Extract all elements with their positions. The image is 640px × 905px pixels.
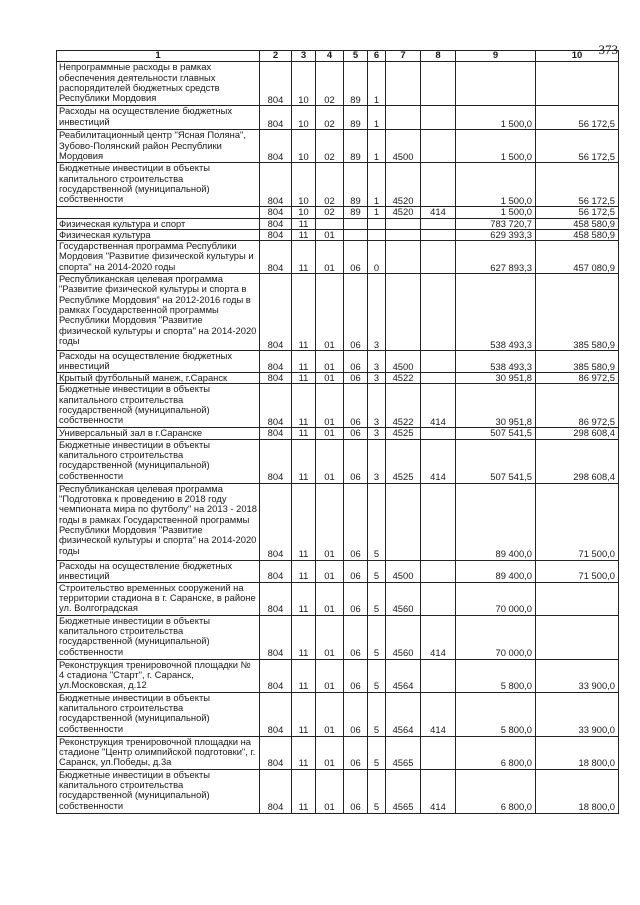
- row-c5-cell: 06: [344, 560, 368, 582]
- row-c6-cell: 5: [368, 560, 386, 582]
- budget-table: [56, 50, 619, 814]
- row-c10-cell: 71 500,0: [536, 483, 619, 560]
- row-c5-cell: 06: [344, 439, 368, 483]
- row-c10-cell: [536, 582, 619, 615]
- row-c8-cell: [421, 218, 456, 229]
- table-row: [57, 439, 619, 483]
- row-c5-cell: [344, 218, 368, 229]
- row-c3-cell: 10: [292, 62, 316, 106]
- row-c10-cell: 298 608,4: [536, 439, 619, 483]
- row-c4-cell: 01: [316, 582, 344, 615]
- table-row: [57, 659, 619, 692]
- row-c9-cell: 89 400,0: [456, 560, 536, 582]
- row-c10-cell: 86 972,5: [536, 384, 619, 428]
- row-c4-cell: 02: [316, 207, 344, 218]
- row-c2-cell: 804: [260, 560, 292, 582]
- table-row: [57, 373, 619, 384]
- row-c2-cell: 804: [260, 207, 292, 218]
- row-c10-cell: [536, 62, 619, 106]
- row-c6-cell: 3: [368, 384, 386, 428]
- row-c6-cell: [368, 229, 386, 240]
- row-c5-cell: 06: [344, 373, 368, 384]
- row-c7-cell: 4565: [386, 736, 421, 769]
- row-c7-cell: 4520: [386, 207, 421, 218]
- row-c6-cell: 1: [368, 106, 386, 130]
- row-c9-cell: 70 000,0: [456, 615, 536, 659]
- row-c5-cell: 89: [344, 130, 368, 163]
- row-c4-cell: 01: [316, 560, 344, 582]
- row-c10-cell: 33 900,0: [536, 692, 619, 736]
- table-row: [57, 207, 619, 218]
- row-c4-cell: 02: [316, 163, 344, 207]
- row-c5-cell: 06: [344, 274, 368, 351]
- row-c6-cell: 1: [368, 207, 386, 218]
- row-c9-cell: 70 000,0: [456, 582, 536, 615]
- table-row: [57, 106, 619, 130]
- row-c6-cell: 5: [368, 615, 386, 659]
- row-c4-cell: 01: [316, 428, 344, 439]
- table-row: [57, 130, 619, 163]
- row-c3-cell: 11: [292, 692, 316, 736]
- row-c6-cell: 3: [368, 351, 386, 373]
- table-row: [57, 769, 619, 813]
- row-c10-cell: 56 172,5: [536, 207, 619, 218]
- row-c9-cell: 629 393,3: [456, 229, 536, 240]
- row-c4-cell: 01: [316, 373, 344, 384]
- row-c3-cell: 11: [292, 582, 316, 615]
- row-c5-cell: 06: [344, 769, 368, 813]
- row-c9-cell: 1 500,0: [456, 207, 536, 218]
- row-c10-cell: 385 580,9: [536, 351, 619, 373]
- row-c4-cell: 01: [316, 736, 344, 769]
- row-c9-cell: 89 400,0: [456, 483, 536, 560]
- row-c6-cell: 5: [368, 659, 386, 692]
- row-c5-cell: [344, 229, 368, 240]
- row-c5-cell: 06: [344, 384, 368, 428]
- row-c5-cell: 89: [344, 207, 368, 218]
- row-c5-cell: 06: [344, 659, 368, 692]
- column-header: 9: [456, 51, 536, 62]
- row-c6-cell: 1: [368, 62, 386, 106]
- row-c10-cell: 458 580,9: [536, 229, 619, 240]
- row-c9-cell: 30 951,8: [456, 384, 536, 428]
- row-name-cell: Крытый футбольный манеж, г.Саранск: [57, 373, 260, 384]
- row-c2-cell: 804: [260, 62, 292, 106]
- row-c8-cell: 414: [421, 615, 456, 659]
- row-c3-cell: 11: [292, 439, 316, 483]
- table-row: [57, 62, 619, 106]
- row-name-cell: Бюджетные инвестиции в объекты капитального строительства государственной (муниципальной) собственности: [57, 163, 260, 207]
- row-c9-cell: 538 493,3: [456, 351, 536, 373]
- row-c8-cell: 414: [421, 439, 456, 483]
- row-c7-cell: 4565: [386, 769, 421, 813]
- row-c4-cell: 01: [316, 483, 344, 560]
- row-name-cell: Физическая культура и спорт: [57, 218, 260, 229]
- row-c2-cell: 804: [260, 659, 292, 692]
- row-c7-cell: 4560: [386, 582, 421, 615]
- row-c4-cell: 01: [316, 229, 344, 240]
- table-row: [57, 384, 619, 428]
- row-c7-cell: 4520: [386, 163, 421, 207]
- row-c7-cell: 4564: [386, 659, 421, 692]
- row-c9-cell: 1 500,0: [456, 163, 536, 207]
- row-c5-cell: 06: [344, 351, 368, 373]
- row-c10-cell: 71 500,0: [536, 560, 619, 582]
- row-c9-cell: 6 800,0: [456, 736, 536, 769]
- row-name-cell: Бюджетные инвестиции в объекты капитального строительства государственной (муниципальной) собственности: [57, 615, 260, 659]
- row-c6-cell: 5: [368, 692, 386, 736]
- row-c5-cell: 06: [344, 241, 368, 274]
- row-name-cell: Республиканская целевая программа "Развитие физической культуры и спорта в Республике Мордовия" на 2012-2016 годы в рамках Государственной программы Республики Мордовия "Развитие физической культуры и спорта" на 2014-2020 годы: [57, 274, 260, 351]
- row-c10-cell: 385 580,9: [536, 274, 619, 351]
- row-c3-cell: 11: [292, 351, 316, 373]
- row-c10-cell: 18 800,0: [536, 736, 619, 769]
- row-c9-cell: 783 720,7: [456, 218, 536, 229]
- row-c4-cell: 01: [316, 351, 344, 373]
- row-c9-cell: 507 541,5: [456, 439, 536, 483]
- table-row: [57, 615, 619, 659]
- table-row: [57, 483, 619, 560]
- row-c9-cell: 1 500,0: [456, 130, 536, 163]
- row-c8-cell: [421, 483, 456, 560]
- row-c4-cell: 01: [316, 769, 344, 813]
- row-name-cell: Универсальный зал в г.Саранске: [57, 428, 260, 439]
- row-c3-cell: 10: [292, 163, 316, 207]
- row-c7-cell: 4564: [386, 692, 421, 736]
- row-c3-cell: 10: [292, 106, 316, 130]
- row-c10-cell: 457 080,9: [536, 241, 619, 274]
- row-c3-cell: 11: [292, 736, 316, 769]
- column-header: 2: [260, 51, 292, 62]
- row-c5-cell: 06: [344, 483, 368, 560]
- row-c6-cell: 0: [368, 241, 386, 274]
- row-c4-cell: 02: [316, 106, 344, 130]
- table-row: [57, 163, 619, 207]
- table-row: [57, 218, 619, 229]
- table-row: [57, 692, 619, 736]
- row-c3-cell: 11: [292, 560, 316, 582]
- column-header: 8: [421, 51, 456, 62]
- row-c7-cell: [386, 229, 421, 240]
- row-c9-cell: 507 541,5: [456, 428, 536, 439]
- row-c2-cell: 804: [260, 582, 292, 615]
- table-row: [57, 274, 619, 351]
- column-header: 10: [536, 51, 619, 62]
- row-name-cell: Физическая культура: [57, 229, 260, 240]
- row-c5-cell: 06: [344, 615, 368, 659]
- row-c3-cell: 11: [292, 241, 316, 274]
- row-c7-cell: 4522: [386, 373, 421, 384]
- table-row: [57, 428, 619, 439]
- row-c9-cell: 30 951,8: [456, 373, 536, 384]
- column-header: 7: [386, 51, 421, 62]
- row-c7-cell: [386, 483, 421, 560]
- row-name-cell: Бюджетные инвестиции в объекты капитального строительства государственной (муниципальной) собственности: [57, 439, 260, 483]
- row-name-cell: Строительство временных сооружений на территории стадиона в г. Саранске, в районе ул. Волгоградская: [57, 582, 260, 615]
- row-c8-cell: [421, 736, 456, 769]
- row-c4-cell: 02: [316, 130, 344, 163]
- table-row: [57, 582, 619, 615]
- row-c9-cell: 5 800,0: [456, 659, 536, 692]
- row-c9-cell: 1 500,0: [456, 106, 536, 130]
- row-c3-cell: 11: [292, 428, 316, 439]
- table-header-row: [57, 51, 619, 62]
- row-c10-cell: 458 580,9: [536, 218, 619, 229]
- row-c3-cell: 11: [292, 229, 316, 240]
- row-c8-cell: [421, 241, 456, 274]
- row-c7-cell: 4525: [386, 439, 421, 483]
- row-c6-cell: 3: [368, 373, 386, 384]
- row-c2-cell: 804: [260, 483, 292, 560]
- row-c6-cell: 3: [368, 274, 386, 351]
- row-c8-cell: 414: [421, 207, 456, 218]
- row-c2-cell: 804: [260, 428, 292, 439]
- row-c7-cell: [386, 218, 421, 229]
- row-c6-cell: 5: [368, 769, 386, 813]
- row-c10-cell: 298 608,4: [536, 428, 619, 439]
- row-c7-cell: 4560: [386, 615, 421, 659]
- row-c8-cell: [421, 351, 456, 373]
- row-c9-cell: [456, 62, 536, 106]
- column-header: 6: [368, 51, 386, 62]
- row-c2-cell: 804: [260, 218, 292, 229]
- table-row: [57, 351, 619, 373]
- row-c6-cell: 1: [368, 130, 386, 163]
- row-c8-cell: [421, 229, 456, 240]
- row-c5-cell: 06: [344, 736, 368, 769]
- row-c7-cell: 4500: [386, 130, 421, 163]
- row-c4-cell: 01: [316, 274, 344, 351]
- row-c3-cell: 10: [292, 207, 316, 218]
- row-c10-cell: 33 900,0: [536, 659, 619, 692]
- row-c5-cell: 89: [344, 163, 368, 207]
- table-row: [57, 229, 619, 240]
- row-name-cell: Расходы на осуществление бюджетных инвестиций: [57, 106, 260, 130]
- row-c4-cell: [316, 218, 344, 229]
- row-c3-cell: 11: [292, 274, 316, 351]
- row-c8-cell: [421, 106, 456, 130]
- row-c10-cell: 18 800,0: [536, 769, 619, 813]
- row-c3-cell: 11: [292, 483, 316, 560]
- row-name-cell: [57, 207, 260, 218]
- row-c3-cell: 10: [292, 130, 316, 163]
- row-name-cell: Бюджетные инвестиции в объекты капитального строительства государственной (муниципальной) собственности: [57, 384, 260, 428]
- row-c9-cell: 6 800,0: [456, 769, 536, 813]
- row-c6-cell: [368, 218, 386, 229]
- row-c7-cell: [386, 274, 421, 351]
- row-c8-cell: [421, 659, 456, 692]
- row-c10-cell: 56 172,5: [536, 163, 619, 207]
- row-name-cell: Бюджетные инвестиции в объекты капитального строительства государственной (муниципальной) собственности: [57, 769, 260, 813]
- row-name-cell: Государственная программа Республики Мордовия "Развитие физической культуры и спорта" на 2014-2020 годы: [57, 241, 260, 274]
- row-c8-cell: [421, 560, 456, 582]
- column-header: 1: [57, 51, 260, 62]
- row-c8-cell: [421, 428, 456, 439]
- row-c2-cell: 804: [260, 384, 292, 428]
- row-c6-cell: 5: [368, 483, 386, 560]
- row-name-cell: Республиканская целевая программа "Подготовка к проведению в 2018 году чемпионата мира по футболу" на 2013 - 2018 годы в рамках Государственной программы Республики Мордовия "Развитие физической культуры и спорта" на 2014-2020 годы: [57, 483, 260, 560]
- row-c4-cell: 01: [316, 439, 344, 483]
- row-c2-cell: 804: [260, 692, 292, 736]
- row-c10-cell: 56 172,5: [536, 106, 619, 130]
- row-c2-cell: 804: [260, 274, 292, 351]
- row-c6-cell: 3: [368, 439, 386, 483]
- row-c7-cell: [386, 241, 421, 274]
- row-c4-cell: 01: [316, 692, 344, 736]
- row-c8-cell: [421, 130, 456, 163]
- row-c4-cell: 01: [316, 384, 344, 428]
- row-c6-cell: 1: [368, 163, 386, 207]
- row-c10-cell: 56 172,5: [536, 130, 619, 163]
- row-c3-cell: 11: [292, 373, 316, 384]
- row-name-cell: Реабилитационный центр "Ясная Поляна", Зубово-Полянский район Республики Мордовия: [57, 130, 260, 163]
- row-c8-cell: [421, 163, 456, 207]
- row-c4-cell: 01: [316, 615, 344, 659]
- row-c2-cell: 804: [260, 615, 292, 659]
- table-row: [57, 736, 619, 769]
- table-row: [57, 241, 619, 274]
- row-c5-cell: 06: [344, 582, 368, 615]
- row-c2-cell: 804: [260, 769, 292, 813]
- row-c10-cell: [536, 615, 619, 659]
- row-c2-cell: 804: [260, 373, 292, 384]
- row-name-cell: Реконструкция тренировочной площадки № 4 стадиона "Старт", г. Саранск, ул.Московская, д.12: [57, 659, 260, 692]
- row-c8-cell: [421, 373, 456, 384]
- row-c7-cell: [386, 106, 421, 130]
- row-c5-cell: 06: [344, 692, 368, 736]
- row-c3-cell: 11: [292, 769, 316, 813]
- row-c3-cell: 11: [292, 218, 316, 229]
- row-c8-cell: 414: [421, 769, 456, 813]
- row-c9-cell: 627 893,3: [456, 241, 536, 274]
- row-c7-cell: 4522: [386, 384, 421, 428]
- row-c3-cell: 11: [292, 615, 316, 659]
- row-name-cell: Расходы на осуществление бюджетных инвестиций: [57, 560, 260, 582]
- row-c2-cell: 804: [260, 736, 292, 769]
- row-name-cell: Расходы на осуществление бюджетных инвестиций: [57, 351, 260, 373]
- row-c2-cell: 804: [260, 351, 292, 373]
- row-c2-cell: 804: [260, 106, 292, 130]
- row-c8-cell: [421, 62, 456, 106]
- column-header: 3: [292, 51, 316, 62]
- row-c8-cell: [421, 582, 456, 615]
- column-header: 4: [316, 51, 344, 62]
- row-c2-cell: 804: [260, 229, 292, 240]
- row-c2-cell: 804: [260, 241, 292, 274]
- row-c9-cell: 5 800,0: [456, 692, 536, 736]
- row-name-cell: Бюджетные инвестиции в объекты капитального строительства государственной (муниципальной) собственности: [57, 692, 260, 736]
- column-header: 5: [344, 51, 368, 62]
- row-c4-cell: 01: [316, 241, 344, 274]
- row-c7-cell: 4500: [386, 351, 421, 373]
- row-c6-cell: 5: [368, 582, 386, 615]
- row-c7-cell: [386, 62, 421, 106]
- table-row: [57, 560, 619, 582]
- row-c10-cell: 86 972,5: [536, 373, 619, 384]
- row-c2-cell: 804: [260, 439, 292, 483]
- row-c3-cell: 11: [292, 659, 316, 692]
- row-c8-cell: 414: [421, 692, 456, 736]
- page-number: 373: [598, 42, 618, 57]
- row-c5-cell: 06: [344, 428, 368, 439]
- row-c5-cell: 89: [344, 62, 368, 106]
- row-c4-cell: 01: [316, 659, 344, 692]
- row-c7-cell: 4500: [386, 560, 421, 582]
- row-c6-cell: 3: [368, 428, 386, 439]
- row-c5-cell: 89: [344, 106, 368, 130]
- row-c2-cell: 804: [260, 163, 292, 207]
- row-c7-cell: 4525: [386, 428, 421, 439]
- row-c2-cell: 804: [260, 130, 292, 163]
- row-c8-cell: [421, 274, 456, 351]
- row-name-cell: Непрограммные расходы в рамках обеспечения деятельности главных распорядителей бюджетных средств Республики Мордовия: [57, 62, 260, 106]
- row-c6-cell: 5: [368, 736, 386, 769]
- row-c4-cell: 02: [316, 62, 344, 106]
- row-name-cell: Реконструкция тренировочной площадки на стадионе "Центр олимпийской подготовки", г. Саранск, ул.Победы, д.3а: [57, 736, 260, 769]
- row-c8-cell: 414: [421, 384, 456, 428]
- row-c3-cell: 11: [292, 384, 316, 428]
- row-c9-cell: 538 493,3: [456, 274, 536, 351]
